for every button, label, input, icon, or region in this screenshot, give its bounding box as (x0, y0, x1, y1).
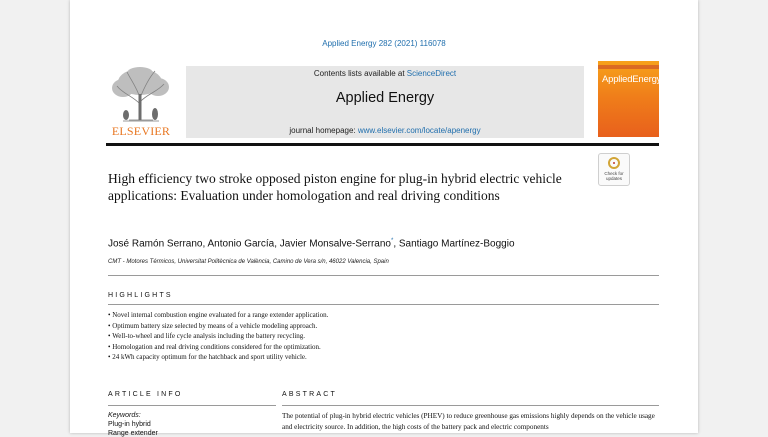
article-info-divider (108, 405, 276, 406)
keyword[interactable]: Plug-in hybrid (108, 421, 151, 428)
author-affiliation: CMT - Motores Térmicos, Universitat Politècnica de València, Camino de Vera s/n, 46022 Valencia, Spain (108, 259, 389, 265)
check-for-updates-badge[interactable] (598, 153, 630, 186)
header-divider (106, 143, 659, 146)
abstract-text: The potential of plug-in hybrid electric vehicles (PHEV) to reduce greenhouse gas emissions highly depends on the vehicle usage and electricity source. In addition, the high costs of the battery pack and electric components (282, 412, 655, 431)
list-item: • Well-to-wheel and life cycle analysis including the battery recycling. (108, 331, 328, 342)
article-info-heading: ARTICLE INFO (108, 391, 183, 398)
badge-label: Check for updates (604, 171, 624, 181)
keywords-label: Keywords: (108, 412, 141, 419)
list-item: • 24 kWh capacity optimum for the hatchback and sport utility vehicle. (108, 352, 328, 363)
homepage-prefix: journal homepage: (289, 126, 358, 135)
publisher-wordmark: ELSEVIER (111, 124, 171, 138)
journal-homepage (186, 126, 584, 135)
paper-page (70, 0, 698, 437)
author-name[interactable]: Santiago Martínez-Boggio (398, 238, 515, 250)
abstract-heading: ABSTRACT (282, 391, 337, 398)
keyword[interactable]: Range extender (108, 430, 158, 437)
cover-title-part2: Energy (632, 74, 662, 85)
sciencedirect-link[interactable]: ScienceDirect (406, 69, 457, 78)
list-item: • Homologation and real driving conditions considered for the optimization. (108, 342, 328, 353)
highlights-divider (108, 304, 659, 305)
highlights-heading: HIGHLIGHTS (108, 292, 173, 299)
journal-title: Applied Energy (335, 90, 435, 106)
cover-stripe (598, 65, 659, 69)
elsevier-tree-icon (109, 66, 171, 122)
author-name[interactable]: Javier Monsalve-Serrano (279, 238, 391, 250)
elsevier-logo (106, 66, 176, 138)
journal-cover-image[interactable] (598, 61, 662, 137)
author-name[interactable]: Antonio García (207, 238, 275, 250)
contents-prefix: Contents lists available at (313, 69, 407, 78)
badge-dot (613, 162, 615, 164)
abstract-divider (282, 405, 659, 406)
affiliation-divider (108, 275, 659, 276)
journal-citation[interactable]: Applied Energy 282 (2021) 116078 (322, 39, 446, 48)
highlights-list (108, 310, 328, 363)
article-title: High efficiency two stroke opposed piston engine for plug-in hybrid electric vehicle applications: Evaluation under homologation and real driving conditions (108, 171, 562, 203)
contents-availability (186, 69, 584, 78)
check-updates-icon (608, 157, 620, 169)
list-item: • Optimum battery size selected by means of a vehicle modeling approach. (108, 321, 328, 332)
cover-title (602, 74, 661, 85)
corresponding-author-marker[interactable]: * (390, 238, 394, 244)
cover-title-part1: Applied (602, 74, 633, 85)
journal-header-band (186, 66, 584, 138)
list-item: • Novel internal combustion engine evaluated for a range extender application. (108, 310, 328, 321)
author-name[interactable]: José Ramón Serrano (108, 238, 203, 250)
author-list: José Ramón Serrano, Antonio García, Javier Monsalve-Serrano*, Santiago Martínez-Boggio (108, 238, 515, 250)
homepage-link[interactable]: www.elsevier.com/locate/apenergy (357, 126, 481, 135)
